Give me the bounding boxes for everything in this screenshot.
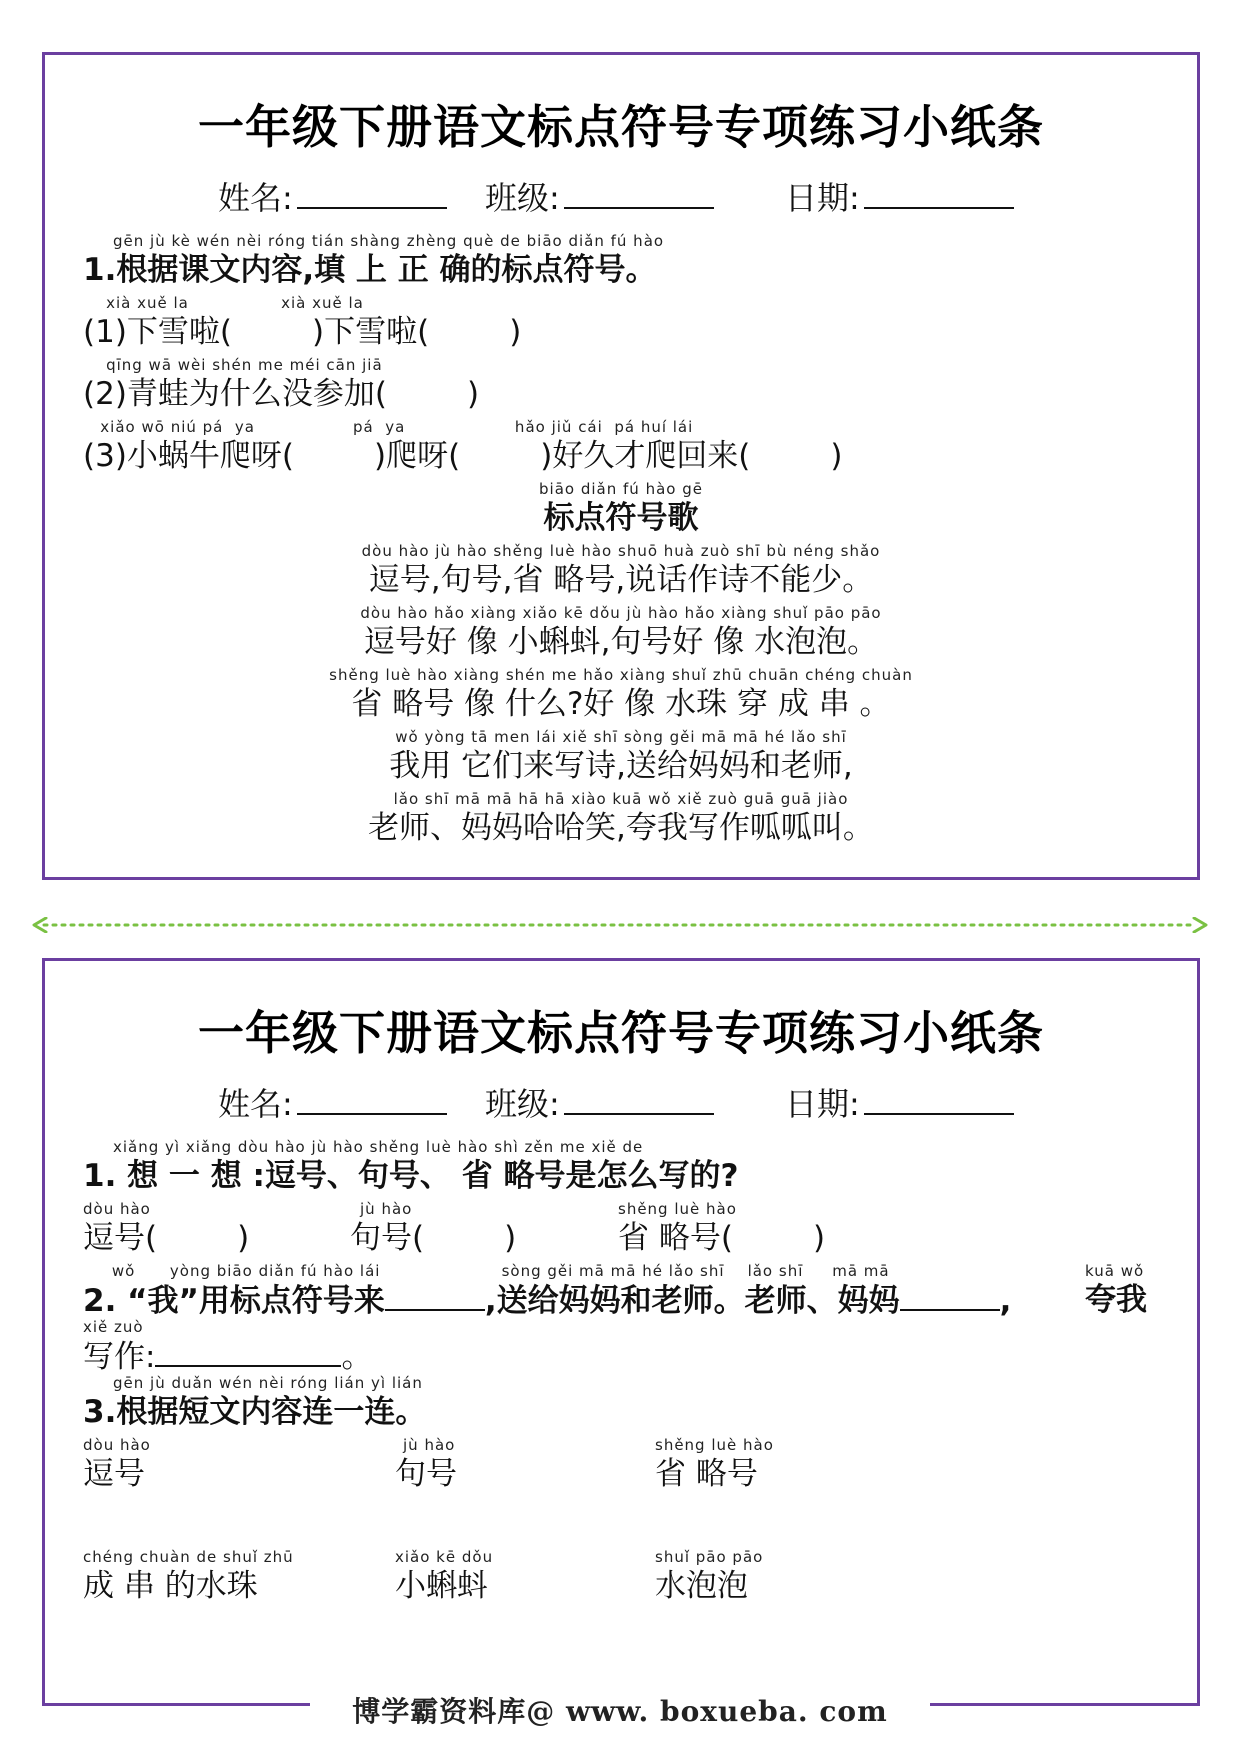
name-blank[interactable]	[297, 177, 447, 209]
question-1-top: gēn jù kè wén nèi róng tián shàng zhèng què de biāo diǎn fú hào 1.根据课文内容,填 上 正 确的标点符号。	[83, 232, 665, 288]
meta-row	[45, 1079, 1197, 1123]
worksheet-title: 一年级下册语文标点符号专项练习小纸条	[198, 1006, 1044, 1060]
worksheet-title: 一年级下册语文标点符号专项练习小纸条	[198, 100, 1044, 154]
worksheet-card-top	[42, 52, 1200, 880]
question-3: gēn jù duǎn wén nèi róng lián yì lián 3.根据短文内容连一连。	[83, 1374, 427, 1430]
match-item-period[interactable]: jù hào 句号	[395, 1436, 457, 1492]
question-2: wǒ yòng biāo diǎn fú hào lái sòng gěi mā mā hé lǎo shī lǎo shī mā mā 2. “我”用标点符号来 ,送给妈妈和老师。老师、妈妈 ,	[83, 1262, 1012, 1319]
question-1-bottom: xiǎng yì xiǎng dòu hào jù hào shěng luè hào shì zěn me xiě de 1. 想 一 想 :逗号、句号、 省 略号是怎么写的?	[83, 1138, 739, 1194]
match-item-comma[interactable]: dòu hào 逗号	[83, 1436, 151, 1492]
footer-watermark: 博学霸资料库@ www. boxueba. com	[352, 1695, 888, 1728]
name-field[interactable]: 姓名:	[218, 173, 447, 219]
worksheet-card-bottom	[42, 958, 1200, 1706]
sub-question-3: xiǎo wō niú pá ya pá ya hǎo jiǔ cái pá huí lái (3)小蜗牛爬呀( )爬呀( )好久才爬回来( )	[83, 418, 843, 474]
class-field[interactable]: 班级:	[485, 1079, 714, 1125]
option-period: jù hào 句号( )	[350, 1200, 517, 1256]
sub-question-2: qīng wā wèi shén me méi cān jiā (2)青蛙为什么没参加( )	[83, 356, 480, 412]
match-item-water-beads[interactable]: chéng chuàn de shuǐ zhū 成 串 的水珠	[83, 1548, 294, 1604]
option-ellipsis: shěng luè hào 省 略号( )	[618, 1200, 826, 1256]
question-2-continued: xiě zuò 写作: 。	[83, 1318, 373, 1375]
name-field[interactable]: 姓名:	[218, 1079, 447, 1125]
name-blank[interactable]	[297, 1083, 447, 1115]
date-field[interactable]: 日期:	[785, 173, 1014, 219]
song-line: lǎo shī mā mā hā hā xiào kuā wǒ xiě zuò guā guā jiào 老师、妈妈哈哈笑,夸我写作呱呱叫。	[368, 790, 874, 846]
date-blank[interactable]	[864, 1083, 1014, 1115]
date-blank[interactable]	[864, 177, 1014, 209]
song-line: wǒ yòng tā men lái xiě shī sòng gěi mā mā hé lǎo shī 我用 它们来写诗,送给妈妈和老师,	[389, 728, 853, 784]
class-blank[interactable]	[564, 1083, 714, 1115]
answer-blank[interactable]	[155, 1337, 341, 1367]
option-comma: dòu hào 逗号( )	[83, 1200, 250, 1256]
meta-row	[45, 173, 1197, 217]
answer-blank[interactable]	[900, 1281, 1000, 1311]
match-item-tadpole[interactable]: xiǎo kē dǒu 小蝌蚪	[395, 1548, 494, 1604]
question-2-tail: kuā wǒ 夸我	[1085, 1262, 1147, 1318]
song-line: dòu hào hǎo xiàng xiǎo kē dǒu jù hào hǎo xiàng shuǐ pāo pāo 逗号好 像 小蝌蚪,句号好 像 水泡泡。	[360, 604, 882, 660]
sub-question-1: xià xuě la xià xuě la (1)下雪啦( )下雪啦( )	[83, 294, 522, 350]
song-title: biāo diǎn fú hào gē 标点符号歌	[539, 480, 703, 536]
class-field[interactable]: 班级:	[485, 173, 714, 219]
match-item-bubbles[interactable]: shuǐ pāo pāo 水泡泡	[655, 1548, 764, 1604]
song-line: shěng luè hào xiàng shén me hǎo xiàng shuǐ zhū chuān chéng chuàn 省 略号 像 什么?好 像 水珠 穿 成 串 。	[329, 666, 913, 722]
song-line: dòu hào jù hào shěng luè hào shuō huà zuò shī bù néng shǎo 逗号,句号,省 略号,说话作诗不能少。	[361, 542, 881, 598]
dotted-divider	[30, 917, 1210, 933]
date-field[interactable]: 日期:	[785, 1079, 1014, 1125]
class-blank[interactable]	[564, 177, 714, 209]
answer-blank[interactable]	[385, 1281, 485, 1311]
arrow-right-icon	[1194, 918, 1206, 932]
match-item-ellipsis[interactable]: shěng luè hào 省 略号	[655, 1436, 774, 1492]
